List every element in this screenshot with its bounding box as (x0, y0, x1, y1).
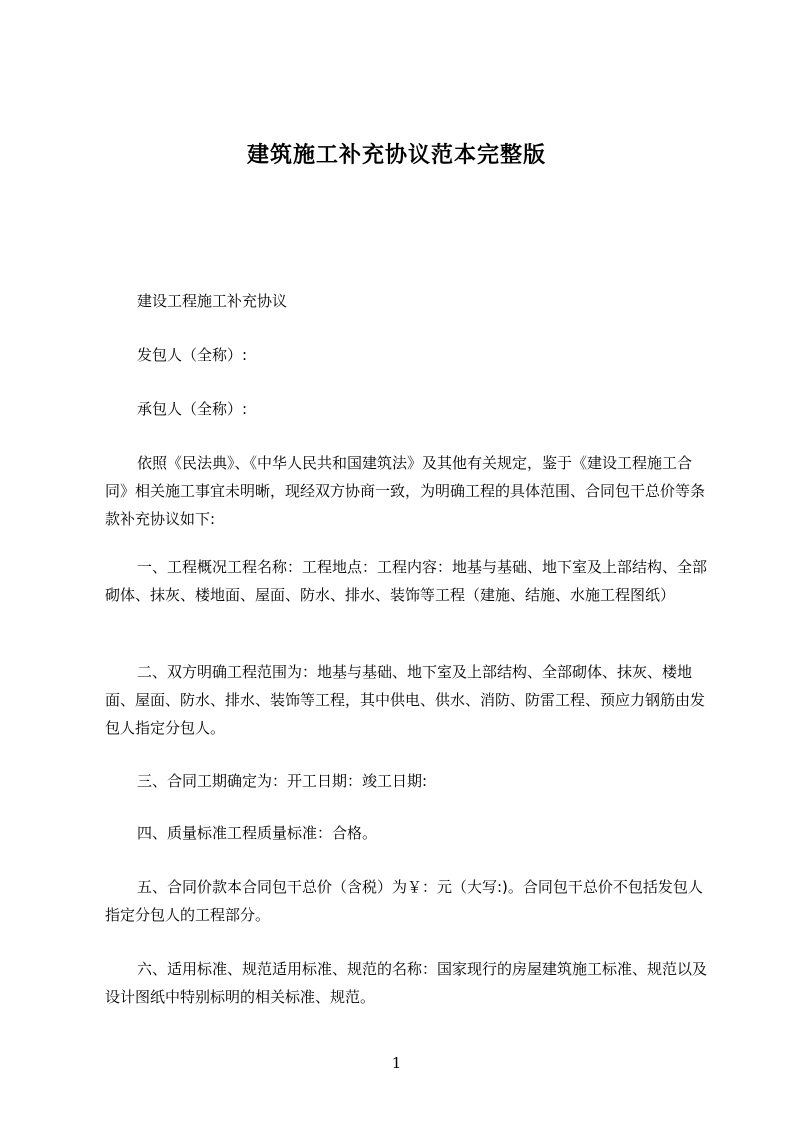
paragraph-clause-4: 四、质量标准工程质量标准：合格。 (137, 824, 378, 842)
document-title: 建筑施工补充协议范本完整版 (246, 143, 546, 168)
paragraph-preamble: 依照《民法典》、《中华人民共和国建筑法》及其他有关规定，鉴于《建设工程施工合同》相关施工事宜未明晰，现经双方协商一致，为明确工程的具体范围、合同包干总价等条款补充协议如下: (105, 454, 706, 528)
paragraph-clause-6: 六、适用标准、规范适用标准、规范的名称：国家现行的房屋建筑施工标准、规范以及设计图纸中特别标明的相关标准、规范。 (105, 960, 708, 1006)
paragraph-agreement-heading: 建设工程施工补充协议 (137, 292, 288, 310)
paragraph-clause-1: 一、工程概况工程名称：工程地点：工程内容：地基与基础、地下室及上部结构、全部砌体、抹灰、楼地面、屋面、防水、排水、装饰等工程（建施、结施、水施工程图纸） (105, 558, 708, 604)
paragraph-clause-2: 二、双方明确工程范围为：地基与基础、地下室及上部结构、全部砌体、抹灰、楼地面、屋面、防水、排水、装饰等工程，其中供电、供水、消防、防雷工程、预应力钢筋由发包人指定分包人。 (105, 663, 706, 737)
paragraph-clause-5: 五、合同价款本合同包干总价（含税）为￥：元（大写:)。合同包干总价不包括发包人指定分包人的工程部分。 (105, 878, 703, 924)
paragraph-contractor: 承包人（全称）: (137, 400, 248, 418)
paragraph-clause-3: 三、合同工期确定为：开工日期：竣工日期: (137, 772, 428, 790)
page-number: 1 (391, 1054, 402, 1072)
paragraph-employer: 发包人（全称）: (137, 346, 248, 364)
